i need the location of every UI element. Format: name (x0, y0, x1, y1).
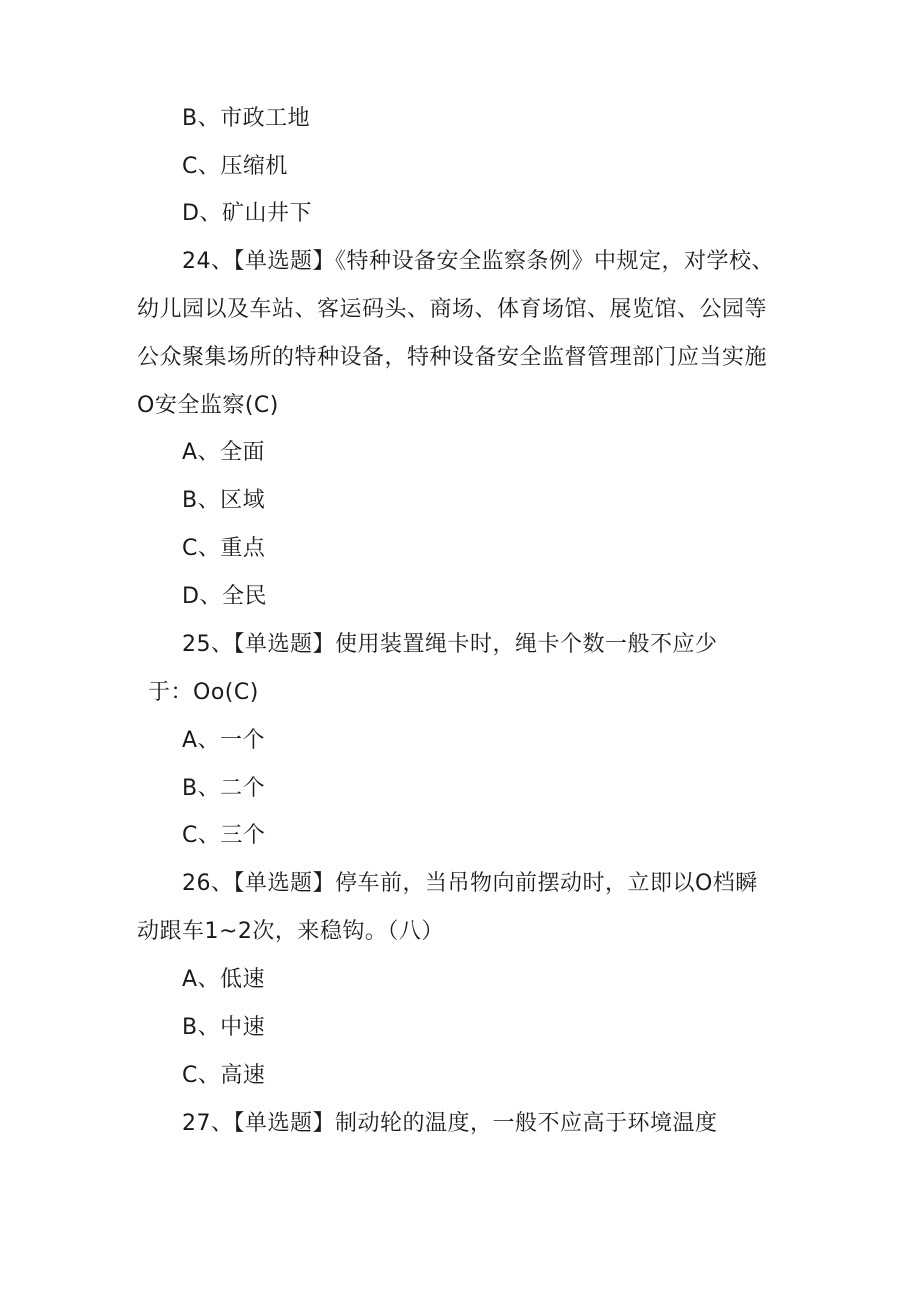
question-24-line-1: 24、【单选题】《特种设备安全监察条例》中规定，对学校、 (182, 249, 774, 274)
question-25-line-1: 25、【单选题】使用装置绳卡时，绳卡个数一般不应少 (182, 632, 718, 657)
option-c-line: C、压缩机 (182, 154, 288, 179)
question-24-line-4: O安全监察(C) (137, 393, 279, 418)
option-b-line: B、市政工地 (182, 106, 311, 131)
question-27-line-1: 27、【单选题】制动轮的温度，一般不应高于环境温度 (182, 1111, 718, 1136)
option-c-line: C、重点 (182, 536, 266, 561)
question-24-line-2: 幼儿园以及车站、客运码头、商场、体育场馆、展览馆、公园等 (137, 297, 768, 322)
option-c-line: C、三个 (182, 823, 266, 848)
option-c-line: C、高速 (182, 1063, 266, 1088)
option-b-line: B、区域 (182, 488, 266, 513)
option-a-line: A、全面 (182, 440, 266, 465)
option-b-line: B、中速 (182, 1015, 266, 1040)
question-24-line-3: 公众聚集场所的特种设备，特种设备安全监督管理部门应当实施 (137, 345, 768, 370)
option-b-line: B、二个 (182, 776, 266, 801)
option-a-line: A、一个 (182, 728, 266, 753)
question-26-line-2: 动跟车1~2次，来稳钩。（八） (137, 919, 444, 944)
question-25-line-2: 于：Oo(C) (148, 680, 259, 705)
option-a-line: A、低速 (182, 967, 266, 992)
question-26-line-1: 26、【单选题】停车前，当吊物向前摆动时，立即以O档瞬 (182, 871, 758, 896)
option-d-line: D、矿山井下 (182, 201, 312, 226)
option-d-line: D、全民 (182, 584, 267, 609)
